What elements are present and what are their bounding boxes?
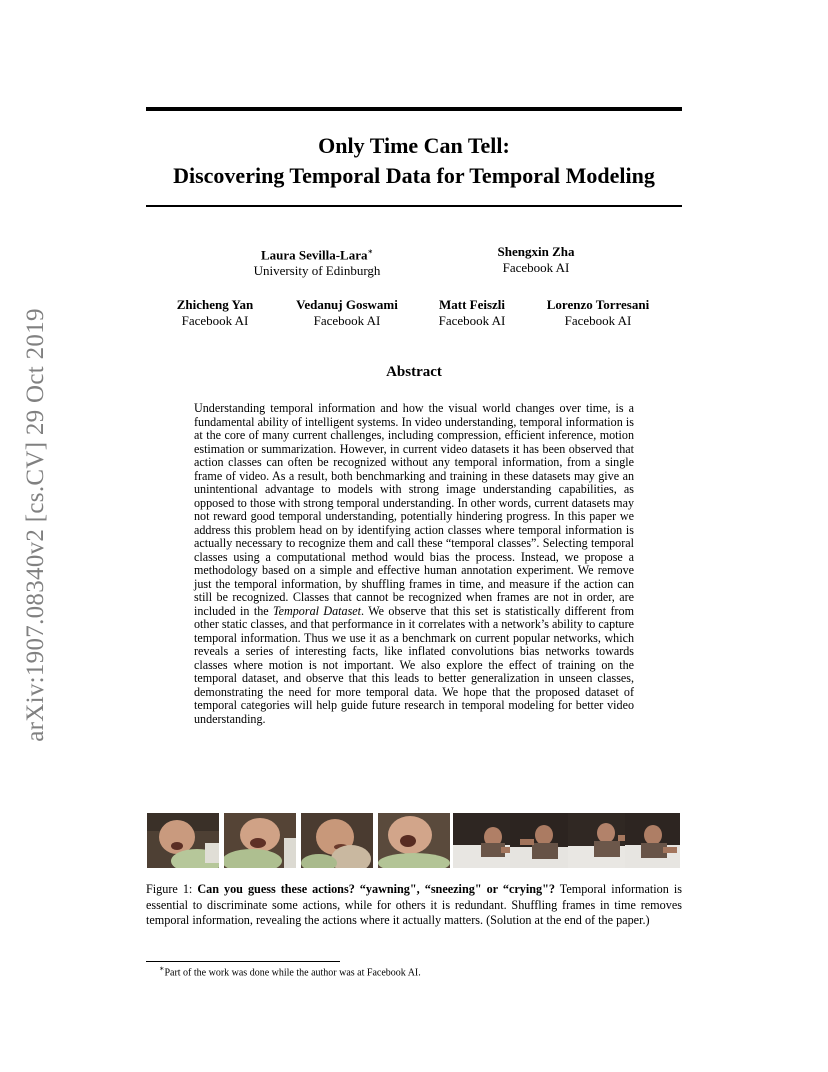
video-frame-baby bbox=[301, 813, 373, 868]
abstract-heading: Abstract bbox=[386, 364, 442, 380]
author-affiliation: Facebook AI bbox=[181, 313, 249, 328]
caption-text: Temporal information is essential to discriminate some actions, while for others it is redundant. Shuffling frames in time removes temporal information, revealing the actions where it actually matters. (Solution at the end of the paper.) bbox=[146, 882, 682, 927]
author-block bbox=[436, 244, 636, 276]
abstract-emphasis: Temporal Dataset bbox=[273, 603, 361, 618]
author-name: Vedanuj Goswami bbox=[296, 297, 398, 312]
author-affiliation: Facebook AI bbox=[502, 260, 570, 275]
footnote-text: Part of the work was done while the author was at Facebook AI. bbox=[164, 967, 421, 979]
author-block bbox=[217, 244, 417, 279]
author-affiliation: Facebook AI bbox=[313, 313, 381, 328]
abstract-body bbox=[194, 402, 634, 726]
paper-title bbox=[146, 131, 682, 191]
author-block bbox=[417, 297, 527, 329]
footnote bbox=[159, 964, 421, 978]
top-rule bbox=[146, 107, 682, 111]
arxiv-id: arXiv:1907.08340v2 [cs.CV] 29 Oct 2019 bbox=[22, 308, 49, 742]
author-block bbox=[150, 297, 280, 329]
figure-1-caption bbox=[146, 882, 682, 929]
author-name: Matt Feiszli bbox=[438, 297, 506, 312]
video-frame-baby bbox=[378, 813, 450, 868]
author-footnote-mark: ∗ bbox=[367, 247, 374, 256]
author-block bbox=[280, 297, 414, 329]
caption-question: Can you guess these actions? “yawning", “sneezing" or “crying"? bbox=[197, 882, 555, 896]
video-frame-man bbox=[625, 813, 680, 868]
abstract-text: Understanding temporal information and how the visual world changes over time, is a fundamental ability of intelligent systems. In video understanding, temporal information is at the core of many current challenges, including compression, efficient inference, motion estimation or summarization. However, in current video datasets it has been observed that action classes can often be recognized without any temporal information, from a single frame of video. As a result, both benchmarking and training in these datasets may give an unintentional advantage to models with strong image understanding capabilities, as opposed to those with strong temporal understanding. In other words, current datasets may not reward good temporal understanding, potentially hindering progress. In this paper we address this problem head on by identifying action classes where temporal information is actually necessary to recognize them and call these “temporal classes”. Selecting temporal classes using a computational method would bias the process. Instead, we propose a methodology based on a simple and effective human annotation experiment. We remove just the temporal information, by shuffling frames in time, and measure if the action can still be recognized. Classes that cannot be recognized when frames are not in order, are included in the bbox=[194, 401, 634, 618]
footnote-rule bbox=[146, 961, 340, 962]
title-line-2: Discovering Temporal Data for Temporal Modeling bbox=[173, 163, 655, 188]
video-frame-baby bbox=[224, 813, 296, 868]
caption-label: Figure 1: bbox=[146, 882, 198, 896]
figure-1-frames bbox=[147, 813, 680, 868]
author-name: Zhicheng Yan bbox=[176, 297, 254, 312]
author-name: Laura Sevilla-Lara bbox=[260, 247, 368, 263]
author-affiliation: Facebook AI bbox=[438, 313, 506, 328]
video-frame-baby bbox=[147, 813, 219, 868]
author-affiliation: University of Edinburgh bbox=[253, 263, 381, 279]
title-line-1: Only Time Can Tell: bbox=[318, 133, 510, 158]
author-name: Lorenzo Torresani bbox=[546, 297, 650, 312]
title-bottom-rule bbox=[146, 205, 682, 207]
abstract-text: . We observe that this set is statistically different from other static classes, and that performance in it correlates with a network’s ability to capture temporal information. Thus we use it as a benchmark on current popular networks, which reveals a series of interesting facts, like inflated convolutions bias networks towards classes where motion is not important. We also explore the effect of training on the temporal dataset, and observe that this leads to better generalization in unseen classes, demonstrating the need for more temporal data. We hope that the proposed dataset of temporal categories will help guide future research in temporal modeling for better video understanding. bbox=[194, 603, 634, 726]
footnote-mark: ∗ bbox=[159, 964, 165, 973]
author-block bbox=[530, 297, 666, 329]
author-name: Shengxin Zha bbox=[497, 244, 575, 259]
author-affiliation: Facebook AI bbox=[564, 313, 632, 328]
